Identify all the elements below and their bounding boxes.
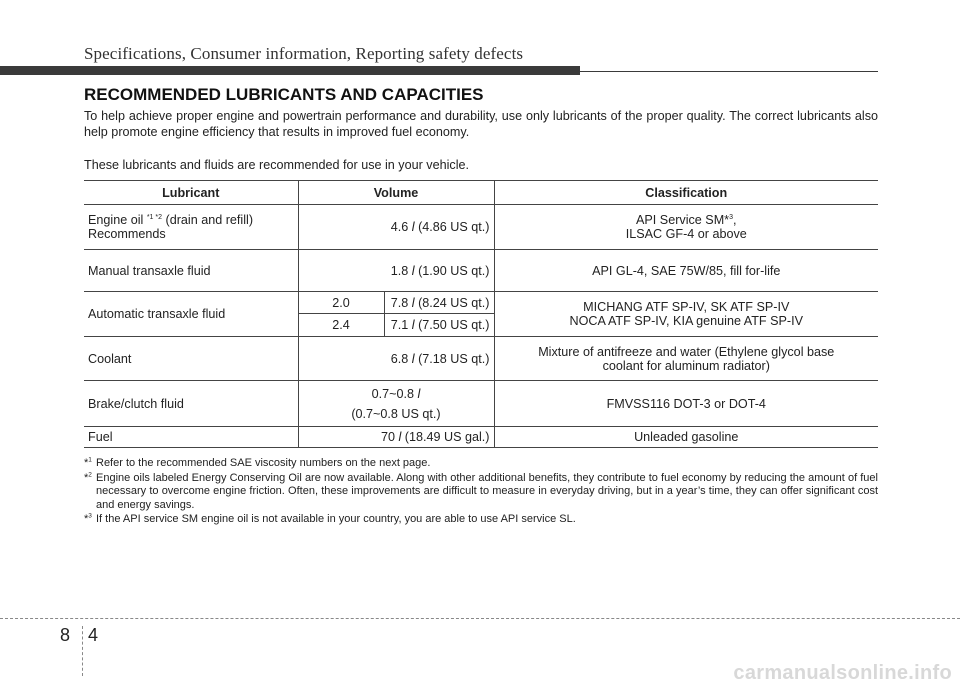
lubricants-table xyxy=(84,180,878,448)
header-volume: Volume xyxy=(298,181,494,205)
auto-subrow-2-4: 2.4 7.1 l (7.50 US qt.) xyxy=(299,314,494,336)
table-row xyxy=(84,381,878,427)
fuel-classification: Unleaded gasoline xyxy=(494,427,878,448)
automatic-transaxle-label: Automatic transaxle fluid xyxy=(84,292,298,337)
table-row xyxy=(84,337,878,381)
fuel-label: Fuel xyxy=(84,427,298,448)
brake-fluid-classification: FMVSS116 DOT-3 or DOT-4 xyxy=(494,381,878,427)
footnotes xyxy=(84,457,878,528)
footnote-2: *$^2$ Engine oils labeled Energy Conserving Oil are now available. Along with other additional benefits, they contribute to fuel economy by reducing the amount of fuel necessary to overcome engine friction. Often, these improvements are difficult to measure in everyday driving, but in a year’s time, they can offer significant cost and energy savings. xyxy=(84,470,878,511)
fuel-volume: 70 l (18.49 US gal.) xyxy=(298,427,494,448)
coolant-volume: 6.8 l (7.18 US qt.) xyxy=(298,337,494,381)
auto-subrow-2-0: 2.0 7.8 l (8.24 US qt.) xyxy=(299,292,494,314)
table-row xyxy=(84,205,878,250)
watermark: carmanualsonline.info xyxy=(733,662,952,684)
coolant-classification: Mixture of antifreeze and water (Ethylene glycol base coolant for aluminum radiator) xyxy=(494,337,878,381)
manual-transaxle-classification: API GL-4, SAE 75W/85, fill for-life xyxy=(494,250,878,292)
brake-fluid-label: Brake/clutch fluid xyxy=(84,381,298,427)
table-row xyxy=(84,427,878,448)
header-lubricant: Lubricant xyxy=(84,181,298,205)
automatic-transaxle-classification: MICHANG ATF SP-IV, SK ATF SP-IV NOCA ATF SP-IV, KIA genuine ATF SP-IV xyxy=(494,292,878,337)
section-title: RECOMMENDED LUBRICANTS AND CAPACITIES xyxy=(84,85,484,104)
manual-transaxle-label: Manual transaxle fluid xyxy=(84,250,298,292)
footnote-marks: *1 *2 xyxy=(146,213,163,221)
header-rule xyxy=(580,71,878,72)
page-number: 4 xyxy=(88,625,99,645)
engine-oil-volume: 4.6 l (4.86 US qt.) xyxy=(298,205,494,250)
automatic-transaxle-volume xyxy=(298,292,494,337)
table-row xyxy=(84,250,878,292)
coolant-label: Coolant xyxy=(84,337,298,381)
footnote-1: *$^1$ Refer to the recommended SAE viscosity numbers on the next page. xyxy=(84,456,431,469)
footer-divider xyxy=(82,626,83,676)
engine-oil-classification: API Service SM*$^3$, ILSAC GF-4 or above xyxy=(494,205,878,250)
header-classification: Classification xyxy=(494,181,878,205)
table-row xyxy=(84,292,878,337)
header-title: Specifications, Consumer information, Reporting safety defects xyxy=(84,44,524,63)
chapter-number: 8 xyxy=(60,625,71,645)
intro-note: These lubricants and fluids are recommended for use in your vehicle. xyxy=(84,158,470,172)
engine-oil-label: Engine oil $^{*1 *2}$ (drain and refill) Recommends xyxy=(84,205,298,250)
header-bar xyxy=(0,66,580,75)
liter-symbol: l xyxy=(411,220,415,234)
brake-fluid-volume: 0.7~0.8 l (0.7~0.8 US qt.) xyxy=(298,381,494,427)
footnote-3: *$^3$ If the API service SM engine oil is not available in your country, you are able to use API service SL. xyxy=(84,512,576,525)
footer-rule xyxy=(0,618,960,619)
intro-paragraph: To help achieve proper engine and powertrain performance and durability, use only lubricants of the proper quality. The correct lubricants also help promote engine efficiency that results in improved fuel economy. xyxy=(84,109,878,139)
manual-transaxle-volume: 1.8 l (1.90 US qt.) xyxy=(298,250,494,292)
table-header-row xyxy=(84,181,878,205)
